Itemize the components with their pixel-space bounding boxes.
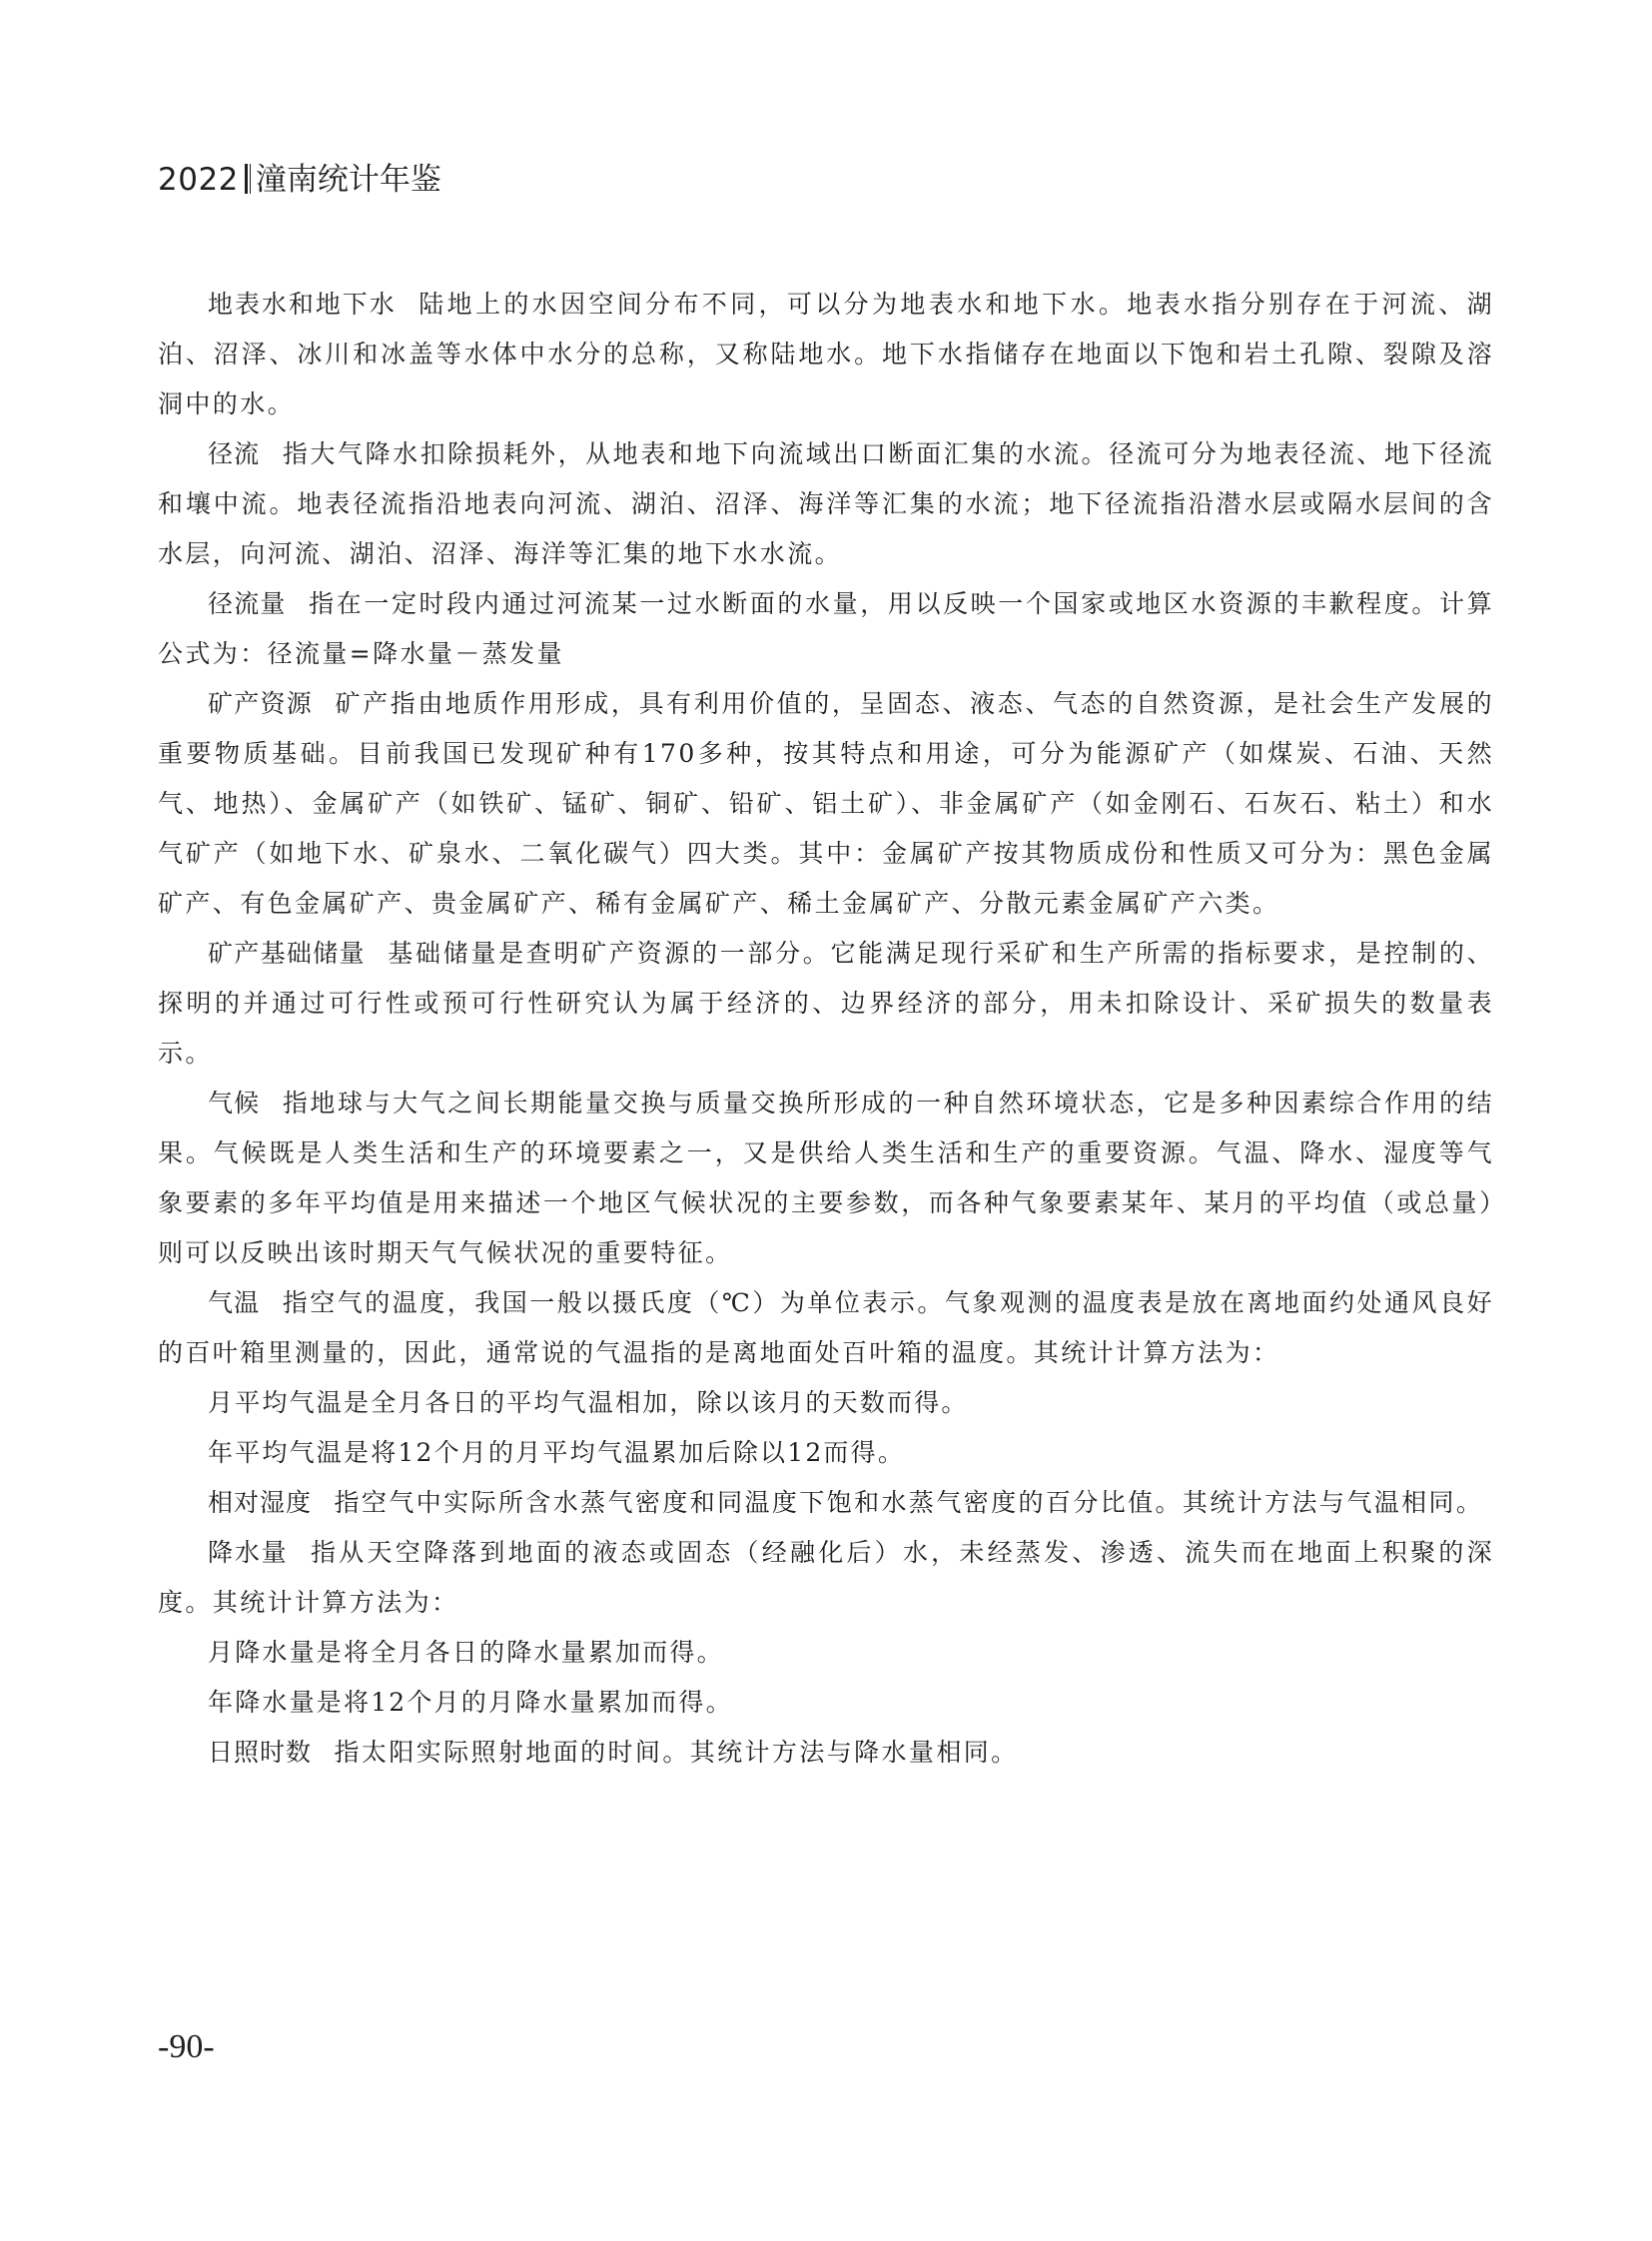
glossary-entry [158,1528,1494,1628]
entry-text: 指大气降水扣除损耗外，从地表和地下向流域出口断面汇集的水流。径流可分为地表径流、地下径流和壤中流。地表径流指沿地表向河流、湖泊、沼泽、海洋等汇集的水流；地下径流指沿潜水层或隔水层间的含水层，向河流、湖泊、沼泽、海洋等汇集的地下水水流。 [158,439,1494,568]
glossary-entry [158,280,1494,429]
glossary-entry [158,679,1494,929]
entry-term: 气温 [208,1288,261,1317]
entry-term: 矿产基础储量 [208,939,366,968]
calculation-note [158,1628,1494,1678]
header-title: 潼南统计年鉴 [255,162,441,198]
glossary-entry [158,429,1494,579]
entry-term: 地表水和地下水 [208,290,397,319]
header-separator [245,164,251,194]
entry-text: 指太阳实际照射地面的时间。其统计方法与降水量相同。 [334,1738,1019,1767]
glossary-entry [158,1728,1494,1778]
entry-text: 指空气的温度，我国一般以摄氏度（℃）为单位表示。气象观测的温度表是放在离地面约处通风良好的百叶箱里测量的，因此，通常说的气温指的是离地面处百叶箱的温度。其统计计算方法为： [158,1288,1494,1367]
entry-text: 指在一定时段内通过河流某一过水断面的水量，用以反映一个国家或地区水资源的丰歉程度。计算公式为：径流量=降水量－蒸发量 [158,589,1494,668]
entry-text: 陆地上的水因空间分布不同，可以分为地表水和地下水。地表水指分别存在于河流、湖泊、沼泽、冰川和冰盖等水体中水分的总称，又称陆地水。地下水指储存在地面以下饱和岩土孔隙、裂隙及溶洞中的水。 [158,290,1494,418]
calculation-note [158,1678,1494,1728]
entry-term: 矿产资源 [208,689,313,718]
entry-text: 指从天空降落到地面的液态或固态（经融化后）水，未经蒸发、渗透、流失而在地面上积聚的深度。其统计计算方法为： [158,1538,1494,1617]
calculation-note [158,1428,1494,1478]
entry-term: 径流 [208,439,261,468]
glossary-entry [158,1079,1494,1278]
page-number: -90- [158,2028,215,2065]
entry-term: 气候 [208,1089,261,1118]
entry-term: 相对湿度 [208,1488,313,1517]
entry-text: 年平均气温是将12个月的月平均气温累加后除以12而得。 [208,1438,906,1467]
glossary-entry [158,929,1494,1079]
entry-text: 月平均气温是全月各日的平均气温相加，除以该月的天数而得。 [208,1388,969,1417]
entry-text: 基础储量是查明矿产资源的一部分。它能满足现行采矿和生产所需的指标要求，是控制的、探明的并通过可行性或预可行性研究认为属于经济的、边界经济的部分，用未扣除设计、采矿损失的数量表示。 [158,939,1494,1068]
entry-term: 日照时数 [208,1738,313,1767]
glossary-body [158,280,1494,1778]
glossary-entry [158,1278,1494,1378]
entry-text: 指地球与大气之间长期能量交换与质量交换所形成的一种自然环境状态，它是多种因素综合作用的结果。气候既是人类生活和生产的环境要素之一，又是供给人类生活和生产的重要资源。气温、降水、湿度等气象要素的多年平均值是用来描述一个地区气候状况的主要参数，而各种气象要素某年、某月的平均值（或总量）则可以反映出该时期天气气候状况的重要特征。 [158,1089,1494,1267]
entry-text: 月降水量是将全月各日的降水量累加而得。 [208,1638,724,1667]
running-header [158,160,441,200]
entry-text: 指空气中实际所含水蒸气密度和同温度下饱和水蒸气密度的百分比值。其统计方法与气温相同。 [334,1488,1484,1517]
entry-text: 年降水量是将12个月的月降水量累加而得。 [208,1688,733,1717]
header-year: 2022 [158,162,239,198]
entry-term: 径流量 [208,589,287,618]
calculation-note [158,1378,1494,1428]
entry-text: 矿产指由地质作用形成，具有利用价值的，呈固态、液态、气态的自然资源，是社会生产发展的重要物质基础。目前我国已发现矿种有170多种，按其特点和用途，可分为能源矿产（如煤炭、石油、天然气、地热）、金属矿产（如铁矿、锰矿、铜矿、铅矿、铝土矿）、非金属矿产（如金刚石、石灰石、粘土）和水气矿产（如地下水、矿泉水、二氧化碳气）四大类。其中：金属矿产按其物质成份和性质又可分为：黑色金属矿产、有色金属矿产、贵金属矿产、稀有金属矿产、稀土金属矿产、分散元素金属矿产六类。 [158,689,1494,918]
entry-term: 降水量 [208,1538,289,1567]
glossary-entry [158,579,1494,679]
glossary-entry [158,1478,1494,1528]
